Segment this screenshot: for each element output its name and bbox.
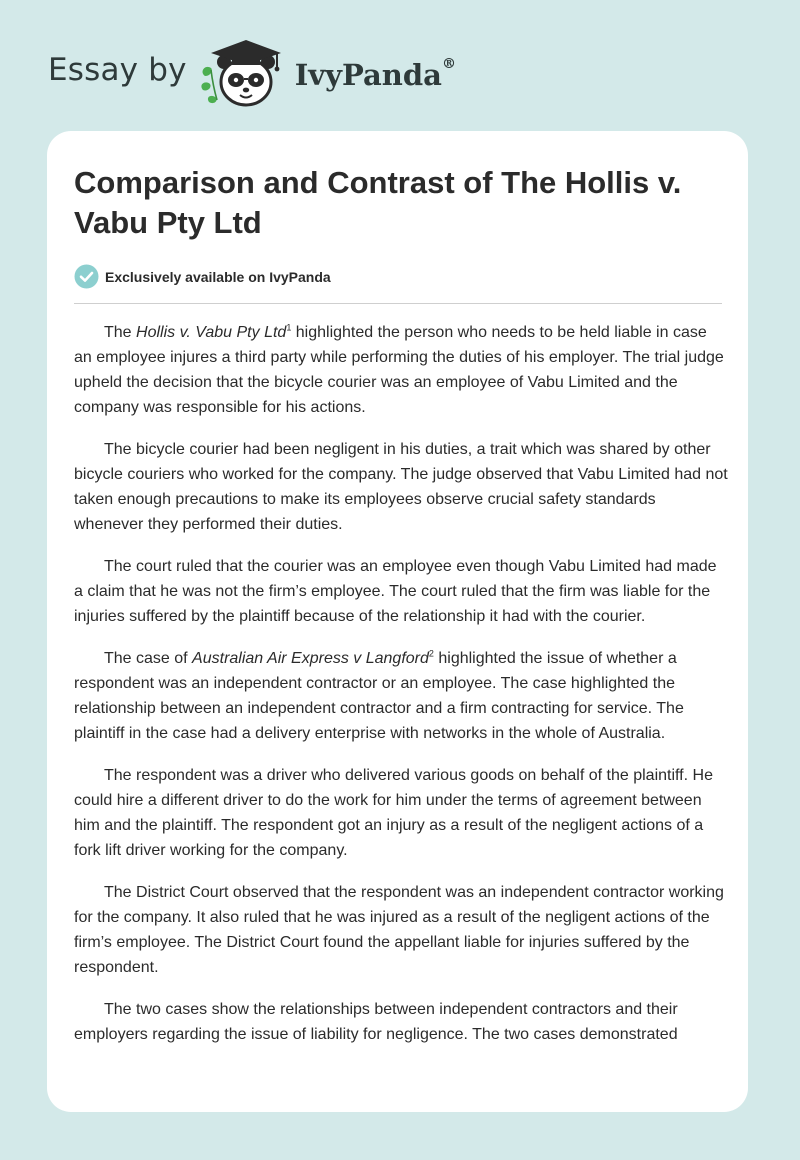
exclusive-badge bbox=[74, 264, 331, 289]
paragraph-7: The two cases show the relationships between independent contractors and their employers regarding the issue of liability for negligence. The two cases demonstrated bbox=[74, 1001, 678, 1043]
essay-card bbox=[47, 131, 748, 1112]
paragraph-4-text: highlighted the issue of whether a respondent was an independent contractor or an employee. The case highlighted the relationship between an independent contractor and a firm contracting for service. The plaintiff in the case had a delivery enterprise with networks in the whole of Australia. bbox=[74, 650, 684, 742]
paragraph-5: The respondent was a driver who delivered various goods on behalf of the plaintiff. He could hire a different driver to do the work for him under the terms of agreement between him and the plaintiff. The respondent got an injury as a result of the negligent actions of a fork lift driver working for the company. bbox=[74, 767, 713, 859]
brand-name-text: IvyPanda bbox=[294, 58, 442, 92]
footnote-2-link[interactable]: 2 bbox=[428, 648, 434, 659]
site-header bbox=[48, 34, 456, 114]
essay-body bbox=[74, 320, 728, 1064]
essay-by-label: Essay by bbox=[48, 52, 187, 88]
footnote-1-link[interactable]: 1 bbox=[286, 322, 292, 333]
paragraph-6: The District Court observed that the respondent was an independent contractor working for the company. It also ruled that he was injured as a result of the negligent actions of the firm’s employee. The District Court found the appellant liable for injuries suffered by the respondent. bbox=[74, 884, 724, 976]
paragraph-3: The court ruled that the courier was an employee even though Vabu Limited had made a claim that he was not the firm’s employee. The court ruled that the firm was liable for the injuries suffered by the plaintiff because of the relationship it had with the courier. bbox=[74, 558, 717, 625]
page-title: Comparison and Contrast of The Hollis v. Vabu Pty Ltd bbox=[74, 165, 682, 240]
divider bbox=[74, 303, 722, 304]
paragraph-2: The bicycle courier had been negligent in his duties, a trait which was shared by other bicycle couriers who worked for the company. The judge observed that Vabu Limited had not taken enough precautions to make its employees observe crucial safety standards whenever they performed their duties. bbox=[74, 441, 728, 533]
check-circle-icon bbox=[74, 264, 99, 289]
panda-graduate-logo-icon[interactable] bbox=[201, 34, 291, 114]
paragraph-4 bbox=[74, 646, 728, 746]
paragraph-1-text: highlighted the person who needs to be held liable in case an employee injures a third party while performing the duties of his employer. The trial judge upheld the decision that the bicycle courier was an employee of Vabu Limited and the company was responsible for his actions. bbox=[74, 324, 724, 416]
paragraph-1-intro: The bbox=[104, 324, 137, 341]
registered-mark: ® bbox=[441, 56, 456, 72]
exclusive-badge-label: Exclusively available on IvyPanda bbox=[105, 268, 331, 285]
paragraph-1 bbox=[74, 320, 728, 420]
case-name-hollis: Hollis v. Vabu Pty Ltd bbox=[136, 324, 287, 341]
brand-name[interactable] bbox=[295, 58, 456, 92]
case-name-langford: Australian Air Express v Langford bbox=[192, 650, 429, 667]
paragraph-4-intro: The case of bbox=[104, 650, 193, 667]
